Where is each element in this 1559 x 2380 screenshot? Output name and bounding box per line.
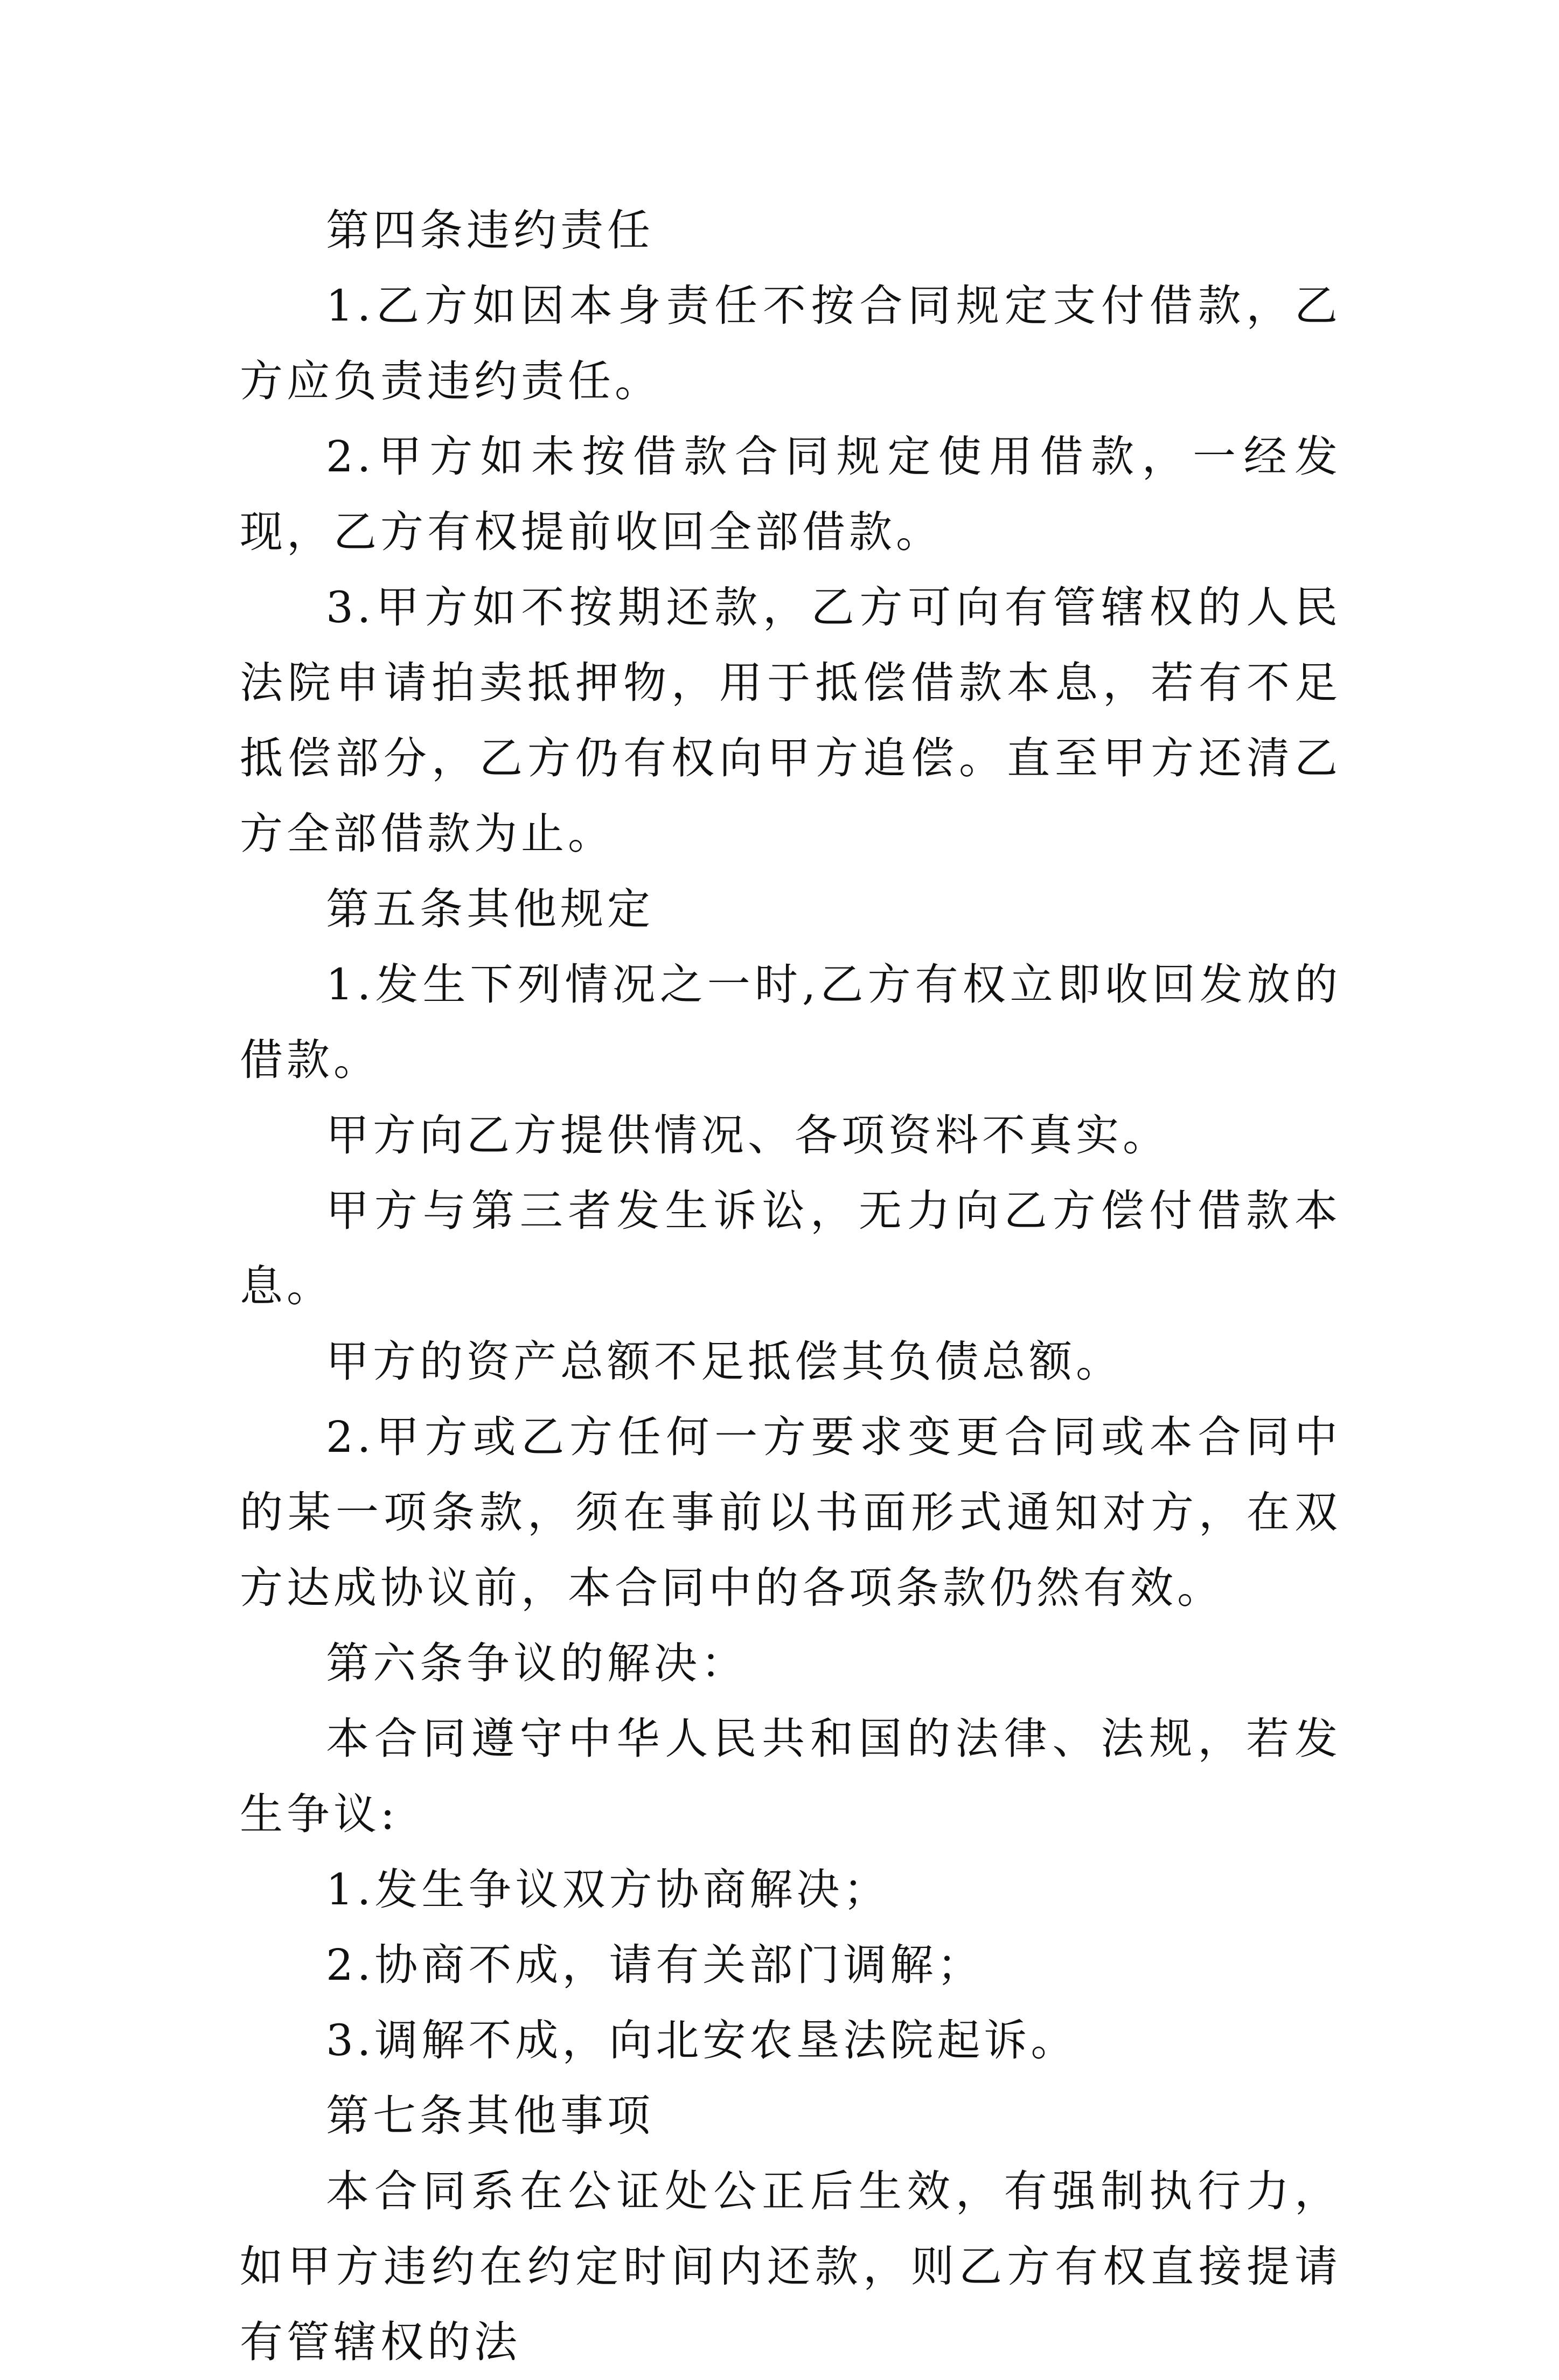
paragraph: 2.甲方如未按借款合同规定使用借款，一经发现，乙方有权提前收回全部借款。 [240, 432, 1341, 557]
paragraph: 1.发生争议双方协商解决； [326, 1864, 890, 1915]
heading-article-6: 第六条争议的解决： [326, 1638, 748, 1688]
paragraph: 甲方的资产总额不足抵偿其负债总额。 [326, 1337, 1123, 1387]
paragraph: 3.调解不成，向北安农垦法院起诉。 [326, 2015, 1078, 2065]
document-body [240, 193, 1341, 2380]
heading-article-4: 第四条违约责任 [326, 205, 654, 255]
paragraph: 2.甲方或乙方任何一方要求变更合同或本合同中的某一项条款，须在事前以书面形式通知对方，在双方达成协议前，本合同中的各项条款仍然有效。 [240, 1412, 1341, 1613]
paragraph: 甲方向乙方提供情况、各项资料不真实。 [326, 1110, 1170, 1160]
paragraph: 1.乙方如因本身责任不按合同规定支付借款，乙方应负责违约责任。 [240, 281, 1341, 406]
paragraph: 3.甲方如不按期还款，乙方可向有管辖权的人民法院申请拍卖抵押物，用于抵偿借款本息，若有不足抵偿部分，乙方仍有权向甲方追偿。直至甲方还清乙方全部借款为止。 [240, 582, 1341, 859]
paragraph: 2.协商不成，请有关部门调解； [326, 1940, 984, 1990]
paragraph: 本合同系在公证处公正后生效，有强制执行力，如甲方违约在约定时间内还款，则乙方有权直接提请有管辖权的法 [240, 2166, 1341, 2367]
heading-article-7: 第七条其他事项 [326, 2091, 654, 2141]
paragraph: 1.发生下列情况之一时,乙方有权立即收回发放的借款。 [240, 959, 1341, 1085]
heading-article-5: 第五条其他规定 [326, 884, 654, 934]
paragraph: 本合同遵守中华人民共和国的法律、法规，若发生争议: [240, 1714, 1341, 1839]
paragraph: 甲方与第三者发生诉讼，无力向乙方偿付借款本息。 [240, 1186, 1341, 1311]
